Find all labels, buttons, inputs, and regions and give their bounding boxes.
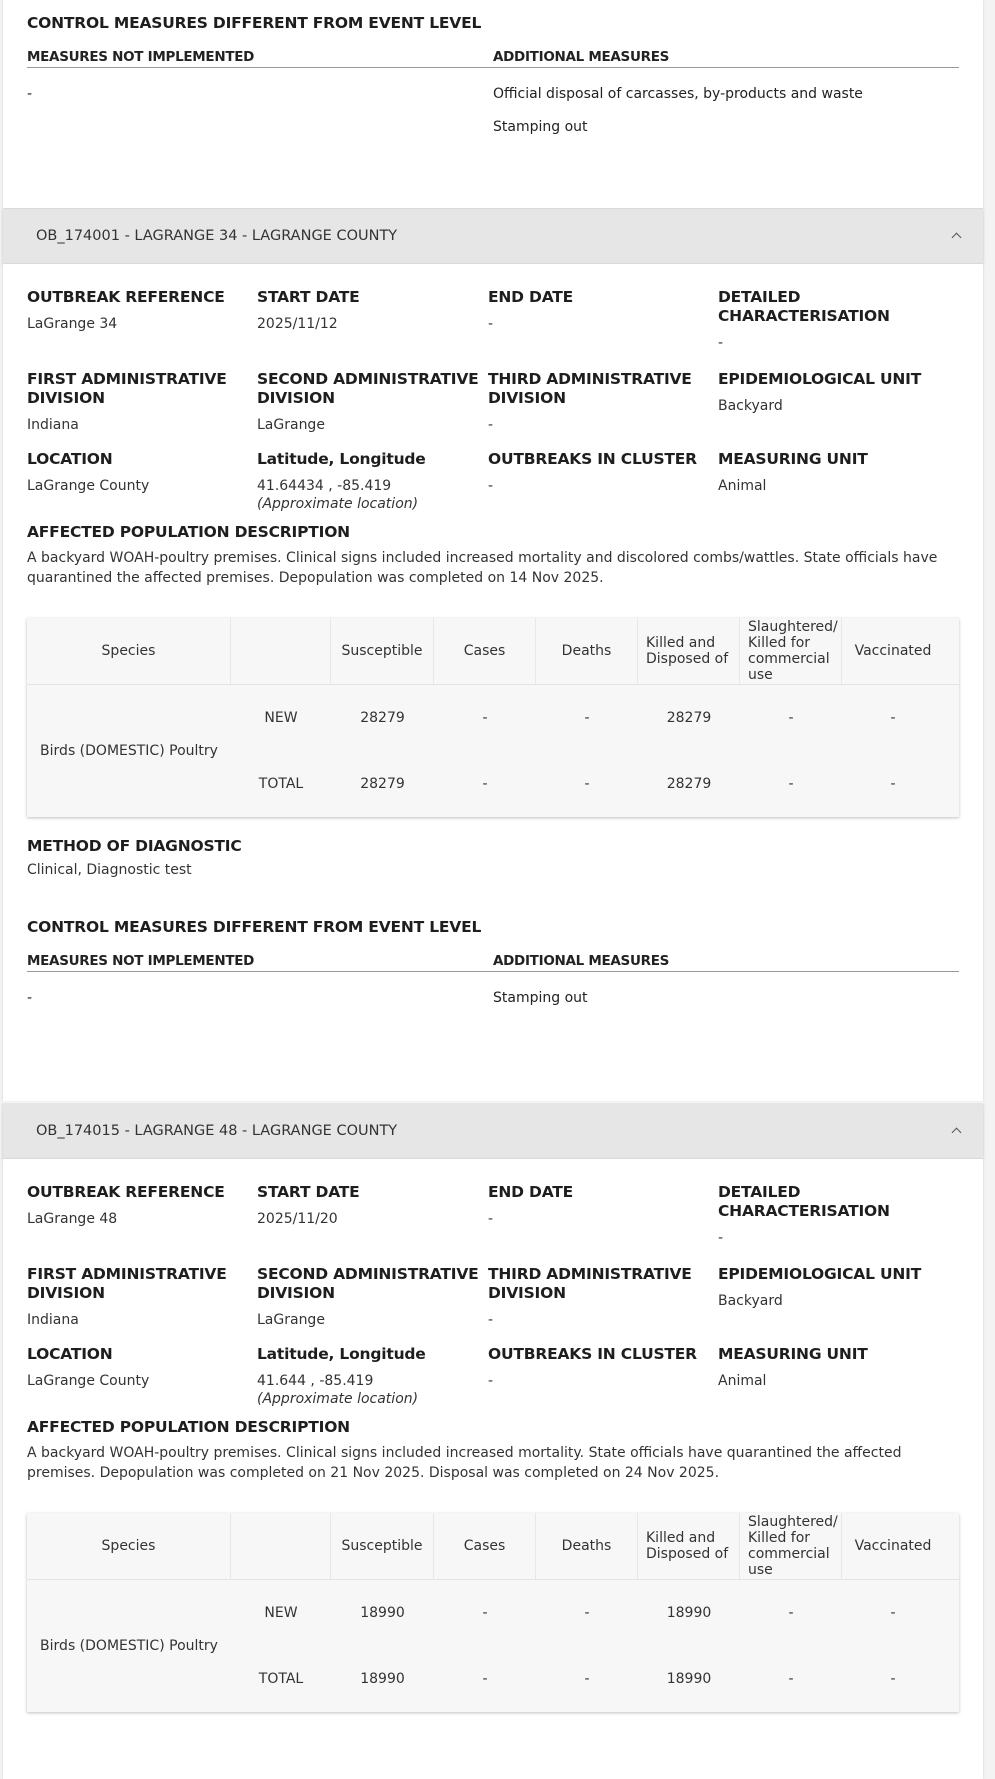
new-susceptible: 18990 [360, 1605, 405, 1621]
approx-location-note: (Approximate location) [257, 1391, 419, 1407]
table-header-slaughtered: Slaughtered/ Killed for commercial use [740, 1513, 842, 1579]
measures-not-implemented-value: - [27, 86, 33, 102]
first-admin-value: Indiana [27, 417, 79, 433]
lat-long-label: Latitude, Longitude [257, 1345, 426, 1363]
table-header-killed: Killed and Disposed of [638, 618, 740, 684]
detailed-characterisation-label: DETAILED CHARACTERISATION [718, 1183, 890, 1220]
total-cases: - [482, 776, 488, 792]
new-cases: - [482, 710, 488, 726]
outbreak-details [3, 1159, 983, 1779]
outbreak-details [3, 264, 983, 1101]
total-deaths: - [584, 776, 590, 792]
affected-population-description: A backyard WOAH-poultry premises. Clinical signs included increased mortality. State officials have quarantined the affected premises. Depopulation was completed on 21 Nov 2025. Disposal was completed on 24 Nov 2025. [27, 1445, 902, 1481]
top-control-measures [3, 0, 983, 208]
chevron-up-icon[interactable] [951, 231, 961, 241]
measuring-unit-value: Animal [718, 478, 767, 494]
first-admin-label: FIRST ADMINISTRATIVE DIVISION [27, 1265, 227, 1302]
table-header-vaccinated: Vaccinated [854, 1538, 932, 1554]
species-cell: Birds (DOMESTIC) Poultry [40, 1638, 218, 1654]
end-date-value: - [488, 1211, 494, 1227]
table-header-blank [231, 618, 331, 684]
third-admin-label: THIRD ADMINISTRATIVE DIVISION [488, 1265, 692, 1302]
total-killed: 18990 [666, 1671, 712, 1687]
measuring-unit-label: MEASURING UNIT [718, 1345, 868, 1363]
total-slaughtered: - [788, 776, 794, 792]
additional-measure-item: Stamping out [493, 119, 588, 135]
epidemiological-unit-label: EPIDEMIOLOGICAL UNIT [718, 1265, 922, 1283]
new-deaths: - [584, 1605, 590, 1621]
method-diagnostic-label: METHOD OF DIAGNOSTIC [27, 837, 242, 855]
table-header-deaths: Deaths [536, 1513, 638, 1579]
table-header-cases: Cases [434, 1513, 536, 1579]
outbreak-accordion-header[interactable] [3, 208, 983, 264]
new-deaths: - [584, 710, 590, 726]
table-header-susceptible: Susceptible [331, 1513, 434, 1579]
new-killed: 28279 [666, 710, 712, 726]
additional-measures-header: ADDITIONAL MEASURES [493, 49, 670, 65]
total-deaths: - [584, 1671, 590, 1687]
start-date-label: START DATE [257, 288, 360, 306]
approx-location-note: (Approximate location) [257, 496, 419, 512]
new-cases: - [482, 1605, 488, 1621]
lat-long-value: 41.644 , -85.419 [257, 1373, 374, 1389]
second-admin-label: SECOND ADMINISTRATIVE DIVISION [257, 1265, 479, 1302]
total-killed: 28279 [666, 776, 712, 792]
table-header-susceptible: Susceptible [331, 618, 434, 684]
affected-population-description: A backyard WOAH-poultry premises. Clinical signs included increased mortality and discolored combs/wattles. State officials have quarantined the affected premises. Depopulation was completed on 14 Nov 2025. [27, 550, 938, 586]
table-header-vaccinated: Vaccinated [854, 643, 932, 659]
control-measures-title: CONTROL MEASURES DIFFERENT FROM EVENT LEVEL [27, 918, 482, 936]
row-type-new: NEW [264, 710, 298, 726]
additional-measures-header: ADDITIONAL MEASURES [493, 953, 670, 969]
epidemiological-unit-value: Backyard [718, 1293, 783, 1309]
outbreak-accordion-header[interactable] [3, 1103, 983, 1159]
first-admin-label: FIRST ADMINISTRATIVE DIVISION [27, 370, 227, 407]
second-admin-value: LaGrange [257, 417, 325, 433]
affected-population-label: AFFECTED POPULATION DESCRIPTION [27, 1418, 350, 1436]
outbreaks-cluster-value: - [488, 478, 494, 494]
row-type-total: TOTAL [258, 1671, 304, 1687]
second-admin-value: LaGrange [257, 1312, 325, 1328]
start-date-value: 2025/11/12 [257, 316, 338, 332]
table-header-species: Species [27, 1513, 231, 1579]
measuring-unit-label: MEASURING UNIT [718, 450, 868, 468]
second-admin-label: SECOND ADMINISTRATIVE DIVISION [257, 370, 479, 407]
table-header-species: Species [27, 618, 231, 684]
detailed-characterisation-label: DETAILED CHARACTERISATION [718, 288, 890, 325]
new-vaccinated: - [890, 1605, 896, 1621]
total-slaughtered: - [788, 1671, 794, 1687]
location-label: LOCATION [27, 1345, 113, 1363]
method-diagnostic-value: Clinical, Diagnostic test [27, 862, 192, 878]
detailed-characterisation-value: - [718, 335, 724, 351]
measures-not-implemented-header: MEASURES NOT IMPLEMENTED [27, 49, 255, 65]
start-date-label: START DATE [257, 1183, 360, 1201]
table-header-slaughtered: Slaughtered/ Killed for commercial use [740, 618, 842, 684]
affected-population-label: AFFECTED POPULATION DESCRIPTION [27, 523, 350, 541]
end-date-value: - [488, 316, 494, 332]
measuring-unit-value: Animal [718, 1373, 767, 1389]
total-susceptible: 28279 [360, 776, 405, 792]
outbreak-reference-value: LaGrange 34 [27, 316, 118, 332]
lat-long-value: 41.64434 , -85.419 [257, 478, 392, 494]
population-table [27, 618, 959, 817]
outbreak-title: OB_174015 - LAGRANGE 48 - LAGRANGE COUNTY [36, 1123, 398, 1139]
location-value: LaGrange County [27, 478, 150, 494]
total-cases: - [482, 1671, 488, 1687]
outbreaks-cluster-value: - [488, 1373, 494, 1389]
start-date-value: 2025/11/20 [257, 1211, 338, 1227]
table-header-deaths: Deaths [536, 618, 638, 684]
third-admin-label: THIRD ADMINISTRATIVE DIVISION [488, 370, 692, 407]
third-admin-value: - [488, 417, 494, 433]
table-header-killed: Killed and Disposed of [638, 1513, 740, 1579]
lat-long-label: Latitude, Longitude [257, 450, 426, 468]
third-admin-value: - [488, 1312, 494, 1328]
additional-measure-item: Stamping out [493, 990, 588, 1006]
population-table [27, 1513, 959, 1712]
new-killed: 18990 [666, 1605, 712, 1621]
total-vaccinated: - [890, 776, 896, 792]
row-type-new: NEW [264, 1605, 298, 1621]
first-admin-value: Indiana [27, 1312, 79, 1328]
outbreak-reference-label: OUTBREAK REFERENCE [27, 1183, 225, 1201]
epidemiological-unit-label: EPIDEMIOLOGICAL UNIT [718, 370, 922, 388]
outbreak-reference-label: OUTBREAK REFERENCE [27, 288, 225, 306]
measures-not-implemented-header: MEASURES NOT IMPLEMENTED [27, 953, 255, 969]
epidemiological-unit-value: Backyard [718, 398, 783, 414]
end-date-label: END DATE [488, 288, 574, 306]
species-cell: Birds (DOMESTIC) Poultry [40, 743, 218, 759]
total-vaccinated: - [890, 1671, 896, 1687]
end-date-label: END DATE [488, 1183, 574, 1201]
row-type-total: TOTAL [258, 776, 304, 792]
outbreak-title: OB_174001 - LAGRANGE 34 - LAGRANGE COUNTY [36, 228, 398, 244]
location-value: LaGrange County [27, 1373, 150, 1389]
detailed-characterisation-value: - [718, 1230, 724, 1246]
total-susceptible: 18990 [360, 1671, 405, 1687]
table-header-cases: Cases [434, 618, 536, 684]
new-slaughtered: - [788, 1605, 794, 1621]
location-label: LOCATION [27, 450, 113, 468]
additional-measure-item: Official disposal of carcasses, by-products and waste [493, 86, 863, 102]
control-measures-title: CONTROL MEASURES DIFFERENT FROM EVENT LEVEL [27, 14, 482, 32]
new-vaccinated: - [890, 710, 896, 726]
measures-not-implemented-value: - [27, 990, 33, 1006]
outbreaks-cluster-label: OUTBREAKS IN CLUSTER [488, 450, 697, 468]
new-slaughtered: - [788, 710, 794, 726]
table-header-blank [231, 1513, 331, 1579]
outbreaks-cluster-label: OUTBREAKS IN CLUSTER [488, 1345, 697, 1363]
outbreak-reference-value: LaGrange 48 [27, 1211, 118, 1227]
new-susceptible: 28279 [360, 710, 405, 726]
chevron-up-icon[interactable] [951, 1126, 961, 1136]
